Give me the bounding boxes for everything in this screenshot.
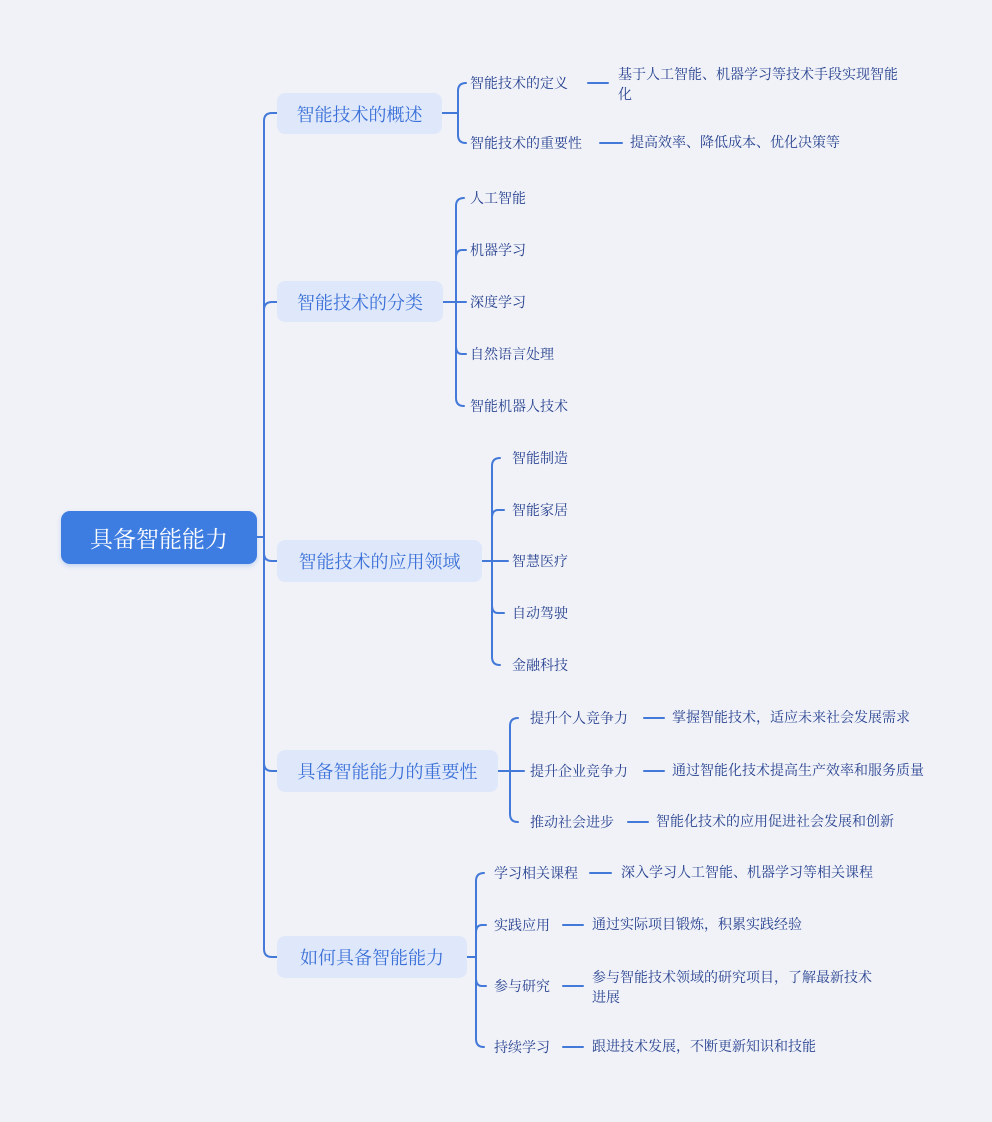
bracket-branch-4 (498, 718, 524, 822)
leaf-detail[interactable]: 提高效率、降低成本、优化决策等 (630, 135, 840, 151)
leaf-label[interactable]: 智能技术的定义 (470, 76, 568, 92)
leaf-label[interactable]: 提升企业竞争力 (530, 764, 628, 780)
leaf-label[interactable]: 智能机器人技术 (470, 399, 568, 415)
leaf-label[interactable]: 持续学习 (494, 1040, 550, 1056)
leaf-label[interactable]: 自动驾驶 (512, 606, 568, 622)
leaf-label[interactable]: 智慧医疗 (512, 554, 568, 570)
branch-node-importance[interactable]: 具备智能能力的重要性 (277, 750, 498, 792)
leaf-label[interactable]: 人工智能 (470, 191, 526, 207)
leaf-detail[interactable]: 深入学习人工智能、机器学习等相关课程 (621, 865, 873, 881)
leaf-label[interactable]: 学习相关课程 (494, 866, 578, 882)
leaf-label[interactable]: 提升个人竞争力 (530, 711, 628, 727)
bracket-branch-3 (482, 458, 508, 665)
bracket-branch-2 (443, 198, 466, 406)
bracket-branch-1 (442, 83, 466, 143)
branch-node-how-to[interactable]: 如何具备智能能力 (277, 936, 467, 978)
leaf-detail[interactable]: 智能化技术的应用促进社会发展和创新 (656, 814, 894, 830)
trunk-connector (264, 113, 277, 957)
leaf-detail[interactable]: 参与智能技术领域的研究项目，了解最新技术进展 (592, 970, 872, 1006)
branch-node-application-fields[interactable]: 智能技术的应用领域 (277, 540, 482, 582)
branch-node-classification[interactable]: 智能技术的分类 (277, 281, 443, 322)
branch-node-overview[interactable]: 智能技术的概述 (277, 93, 442, 134)
leaf-label[interactable]: 参与研究 (494, 979, 550, 995)
leaf-detail[interactable]: 基于人工智能、机器学习等技术手段实现智能化 (618, 67, 898, 103)
leaf-label[interactable]: 推动社会进步 (530, 815, 614, 831)
leaf-label[interactable]: 深度学习 (470, 295, 526, 311)
leaf-detail[interactable]: 掌握智能技术，适应未来社会发展需求 (672, 710, 910, 726)
bracket-branch-5 (467, 873, 486, 1047)
leaf-label[interactable]: 智能家居 (512, 503, 568, 519)
leaf-label[interactable]: 实践应用 (494, 918, 550, 934)
fork-branch-3 (264, 553, 277, 561)
leaf-label[interactable]: 金融科技 (512, 658, 568, 674)
leaf-detail[interactable]: 通过智能化技术提高生产效率和服务质量 (672, 763, 924, 779)
leaf-label[interactable]: 智能技术的重要性 (470, 136, 582, 152)
leaf-detail[interactable]: 跟进技术发展，不断更新知识和技能 (592, 1039, 816, 1055)
fork-branch-4 (264, 763, 277, 771)
leaf-label[interactable]: 智能制造 (512, 451, 568, 467)
leaf-label[interactable]: 机器学习 (470, 243, 526, 259)
leaf-detail[interactable]: 通过实际项目锻炼，积累实践经验 (592, 917, 802, 933)
root-node[interactable]: 具备智能能力 (61, 511, 257, 564)
leaf-label[interactable]: 自然语言处理 (470, 347, 554, 363)
fork-branch-2 (264, 302, 277, 310)
